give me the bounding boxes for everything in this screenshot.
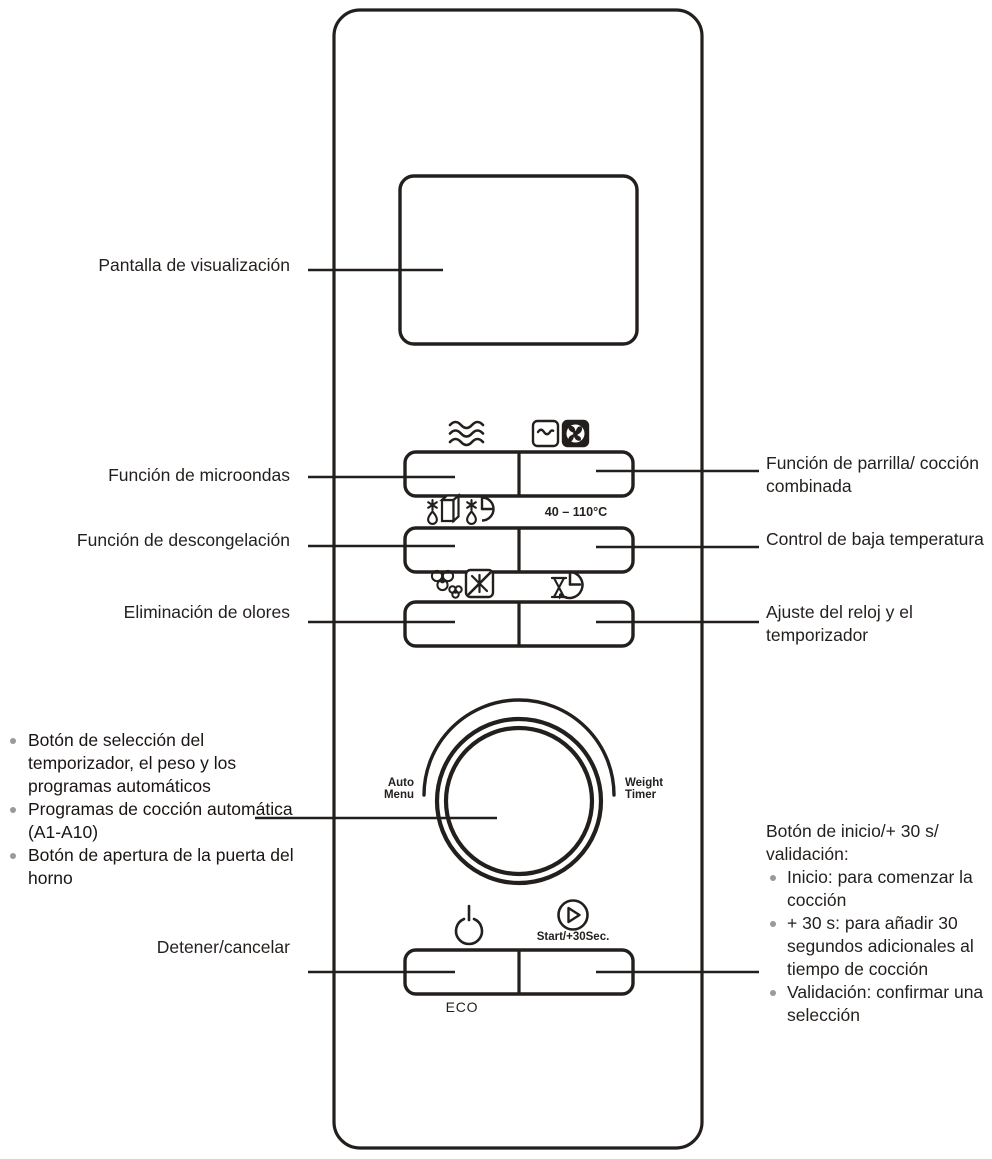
- callout-stop: Detener/cancelar: [156, 937, 290, 957]
- grill-combi-function-button[interactable]: [519, 452, 633, 496]
- low-temperature-button[interactable]: [519, 528, 633, 572]
- callout-defrost: Función de descongelación: [76, 530, 290, 550]
- clock-timer-button[interactable]: [519, 602, 633, 646]
- defrost-by-weight-icon: [428, 496, 458, 524]
- list-item: Validación: confirmar una selección: [766, 981, 992, 1027]
- callout-knob-list: [6, 729, 306, 890]
- callout-display: Pantalla de visualización: [98, 255, 290, 275]
- callout-low-temperature: Control de baja temperatura: [766, 529, 984, 549]
- start-bullet-list: [766, 866, 992, 1027]
- list-item: Botón de selección del temporizador, el peso y los programas automáticos: [6, 729, 306, 798]
- start-callout-heading: Botón de inicio/+ 30 s/ validación:: [766, 821, 939, 864]
- display-screen: [400, 176, 637, 344]
- play-start-icon: [559, 901, 588, 930]
- odor-elimination-button[interactable]: [405, 602, 519, 646]
- fan-icon: [563, 421, 588, 446]
- knob-bullet-list: [6, 729, 306, 890]
- grill-element-icon: [533, 421, 558, 446]
- list-item: + 30 s: para añadir 30 segundos adicionales al tiempo de cocción: [766, 912, 992, 981]
- list-item: Inicio: para comenzar la cocción: [766, 866, 992, 912]
- callout-clock-timer: Ajuste del reloj y el temporizador: [766, 602, 913, 645]
- knob-timer-label-line2: Timer: [625, 789, 657, 801]
- callout-start-block: [766, 820, 992, 1027]
- knob-menu-label-line2: Menu: [383, 789, 414, 801]
- list-item: Programas de cocción automática (A1-A10): [6, 798, 306, 844]
- knob-auto-label-line1: Auto: [387, 777, 414, 789]
- turntable-off-icon: [466, 570, 493, 597]
- callout-odor: Eliminación de olores: [123, 602, 290, 622]
- knob-weight-label-line1: Weight: [625, 777, 664, 789]
- microwave-function-button[interactable]: [405, 452, 519, 496]
- callout-grill: Función de parrilla/ cocción combinada: [766, 453, 980, 496]
- temperature-range-label: 40 – 110°C: [544, 505, 608, 519]
- eco-label: ECO: [445, 999, 479, 1015]
- start-sublabel: Start/+30Sec.: [536, 931, 610, 943]
- defrost-function-button[interactable]: [405, 528, 519, 572]
- knob-ring-inner: [446, 728, 592, 874]
- list-item: Botón de apertura de la puerta del horno: [6, 844, 306, 890]
- callout-microwave: Función de microondas: [108, 465, 290, 485]
